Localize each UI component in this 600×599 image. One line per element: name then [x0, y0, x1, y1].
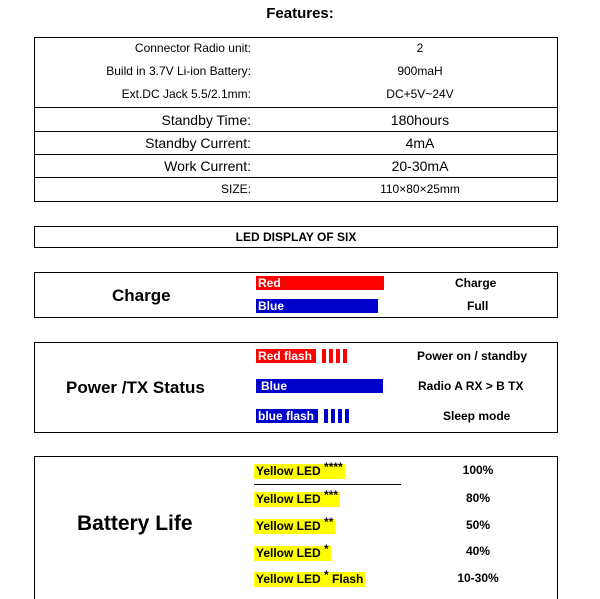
charge-title: Charge [112, 286, 171, 305]
feature-label: Work Current: [164, 158, 251, 174]
yellow-led-label: Yellow LED *** [256, 488, 339, 506]
feature-value: 2 [416, 41, 424, 55]
full-desc: Full [467, 299, 489, 313]
led-red-bar: Red [256, 276, 384, 290]
battery-title: Battery Life [77, 512, 193, 535]
feature-label: SIZE: [220, 182, 251, 196]
feature-label: Standby Time: [161, 112, 251, 128]
battery-level: 50% [465, 518, 491, 532]
feature-value: 180hours [390, 112, 450, 128]
power-title: Power /TX Status [66, 378, 205, 397]
sleep-mode-desc: Sleep mode [443, 409, 511, 423]
star-rating: * [324, 568, 329, 582]
feature-value: 4mA [405, 135, 435, 151]
star-rating: **** [324, 460, 343, 474]
feature-value: 900maH [397, 64, 443, 78]
power-standby-desc: Power on / standby [417, 349, 528, 363]
star-rating: *** [324, 488, 339, 502]
feature-value: DC+5V~24V [386, 87, 454, 101]
divider [35, 154, 557, 155]
feature-value: 20-30mA [391, 158, 449, 174]
battery-life-section [34, 456, 558, 599]
battery-level: 100% [462, 463, 494, 477]
radio-rx-tx-desc: Radio A RX > B TX [418, 379, 524, 393]
charge-desc: Charge [455, 276, 497, 290]
charge-section [34, 272, 558, 318]
feature-label: Ext.DC Jack 5.5/2.1mm: [121, 87, 251, 101]
battery-level: 10-30% [457, 571, 499, 585]
red-flash-stripes [322, 349, 347, 363]
led-display-header: LED DISPLAY OF SIX [34, 226, 558, 248]
feature-value: 110×80×25mm [380, 182, 460, 196]
power-tx-section [34, 342, 558, 433]
yellow-led-label: Yellow LED ** [256, 515, 334, 533]
divider [254, 484, 401, 485]
yellow-led-label: Yellow LED * Flash [256, 568, 364, 586]
divider [35, 131, 557, 132]
led-red-flash-bar: Red flash [256, 349, 316, 363]
page-title: Features: [266, 5, 334, 22]
yellow-led-label: Yellow LED * [256, 542, 329, 560]
feature-label: Standby Current: [145, 135, 251, 151]
star-rating: ** [324, 515, 334, 529]
divider [35, 177, 557, 178]
feature-label: Connector Radio unit: [134, 41, 251, 55]
yellow-led-label: Yellow LED **** [256, 460, 343, 478]
star-rating: * [324, 542, 329, 556]
divider [35, 107, 557, 108]
led-blue-flash-bar: blue flash [256, 409, 318, 423]
battery-level: 40% [465, 544, 491, 558]
feature-label: Build in 3.7V Li-ion Battery: [106, 64, 251, 78]
features-table [34, 37, 558, 202]
battery-level: 80% [465, 491, 491, 505]
led-blue-bar: Blue [256, 299, 378, 313]
led-blue-bar: Blue [256, 379, 383, 393]
blue-flash-stripes [324, 409, 349, 423]
